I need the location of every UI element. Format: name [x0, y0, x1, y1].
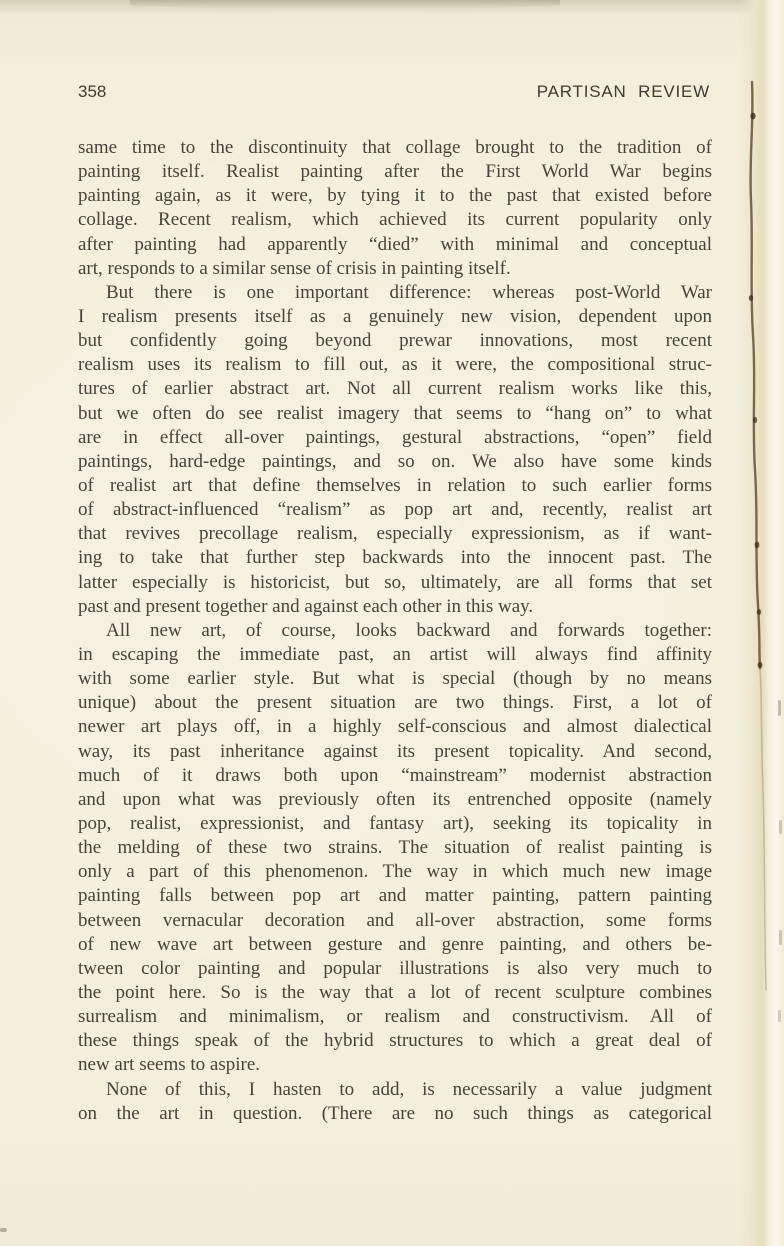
text-line: I realism presents itself as a genuinely new vision, dependent upon — [78, 306, 712, 327]
text-line: much of it draws both upon “mainstream” modernist abstraction — [78, 764, 712, 786]
text-line: paintings, hard-edge paintings, and so on. We also have some kinds — [78, 450, 712, 472]
text-line: All new art, of course, looks backward and forwards together: — [106, 619, 712, 641]
text-line: in escaping the immediate past, an artist will always find affinity — [78, 643, 712, 665]
text-line: between vernacular decoration and all-over abstraction, some forms — [78, 909, 712, 931]
text-line: painting itself. Realist painting after the First World War begins — [78, 161, 712, 183]
text-line: realism uses its realism to fill out, as it were, the compositional struc- — [78, 354, 712, 376]
text-line: pop, realist, expressionist, and fantasy art), seeking its topicality in — [78, 812, 712, 834]
text-line: the melding of these two strains. The situation of realist painting is — [78, 837, 712, 859]
scan-corner-speck — [0, 1228, 7, 1232]
text-line: new art seems to aspire. — [78, 1054, 261, 1076]
text-line: past and present together and against each other in this way. — [78, 595, 534, 617]
text-line: collage. Recent realism, which achieved its current popularity only — [78, 209, 712, 231]
text-line: tures of earlier abstract art. Not all current realism works like this, — [78, 378, 712, 400]
text-line: same time to the discontinuity that collage brought to the tradition of — [78, 137, 712, 158]
text-line: of realist art that define themselves in relation to such earlier forms — [78, 474, 712, 496]
text-line: after painting had apparently “died” with minimal and conceptual — [78, 233, 712, 255]
text-line: only a part of this phenomenon. The way in which much new image — [78, 861, 712, 883]
text-line: and upon what was previously often its entrenched opposite (namely — [78, 788, 712, 810]
text-line: with some earlier style. But what is special (though by no means — [78, 668, 712, 690]
scan-top-smudge — [130, 0, 560, 9]
text-line: surrealism and minimalism, or realism and constructivism. All of — [78, 1006, 712, 1028]
journal-title: PARTISAN REVIEW — [536, 82, 710, 101]
text-line: of new wave art between gesture and genre painting, and others be- — [78, 933, 712, 955]
text-line: these things speak of the hybrid structures to which a great deal of — [78, 1030, 712, 1052]
text-line: are in effect all-over paintings, gestural abstractions, “open” field — [78, 426, 712, 448]
text-line: painting falls between pop art and matter painting, pattern painting — [78, 885, 712, 907]
text-line: art, responds to a similar sense of crisis in painting itself. — [78, 257, 511, 279]
text-line: but we often do see realist imagery that seems to “hang on” to what — [78, 402, 712, 424]
text-line: None of this, I hasten to add, is necessarily a value judgment — [106, 1078, 712, 1100]
text-line: unique) about the present situation are two things. First, a lot of — [78, 692, 712, 714]
page-body-text — [78, 136, 712, 1126]
text-line: painting again, as it were, by tying it to the past that existed before — [78, 185, 712, 207]
text-line: newer art plays off, in a highly self-conscious and almost dialectical — [78, 716, 712, 738]
text-line: of abstract-influenced “realism” as pop art and, recently, realist art — [78, 499, 712, 521]
text-line: tween color painting and popular illustrations is also very much to — [78, 957, 712, 979]
text-line: ing to take that further step backwards into the innocent past. The — [78, 547, 712, 569]
text-line: way, its past inheritance against its present topicality. And second, — [78, 740, 712, 762]
text-line: But there is one important difference: whereas post-World War — [106, 281, 712, 303]
text-line: latter especially is historicist, but so, ultimately, are all forms that set — [78, 571, 712, 593]
text-line: but confidently going beyond prewar innovations, most recent — [78, 330, 712, 352]
text-line: on the art in question. (There are no such things as categorical — [78, 1102, 712, 1124]
page-edge-line — [738, 0, 784, 1246]
text-line: that revives precollage realism, especially expressionism, as if want- — [78, 523, 712, 545]
text-line: the point here. So is the way that a lot of recent sculpture combines — [78, 981, 712, 1003]
page-number: 358 — [78, 82, 107, 101]
running-header — [78, 82, 710, 102]
